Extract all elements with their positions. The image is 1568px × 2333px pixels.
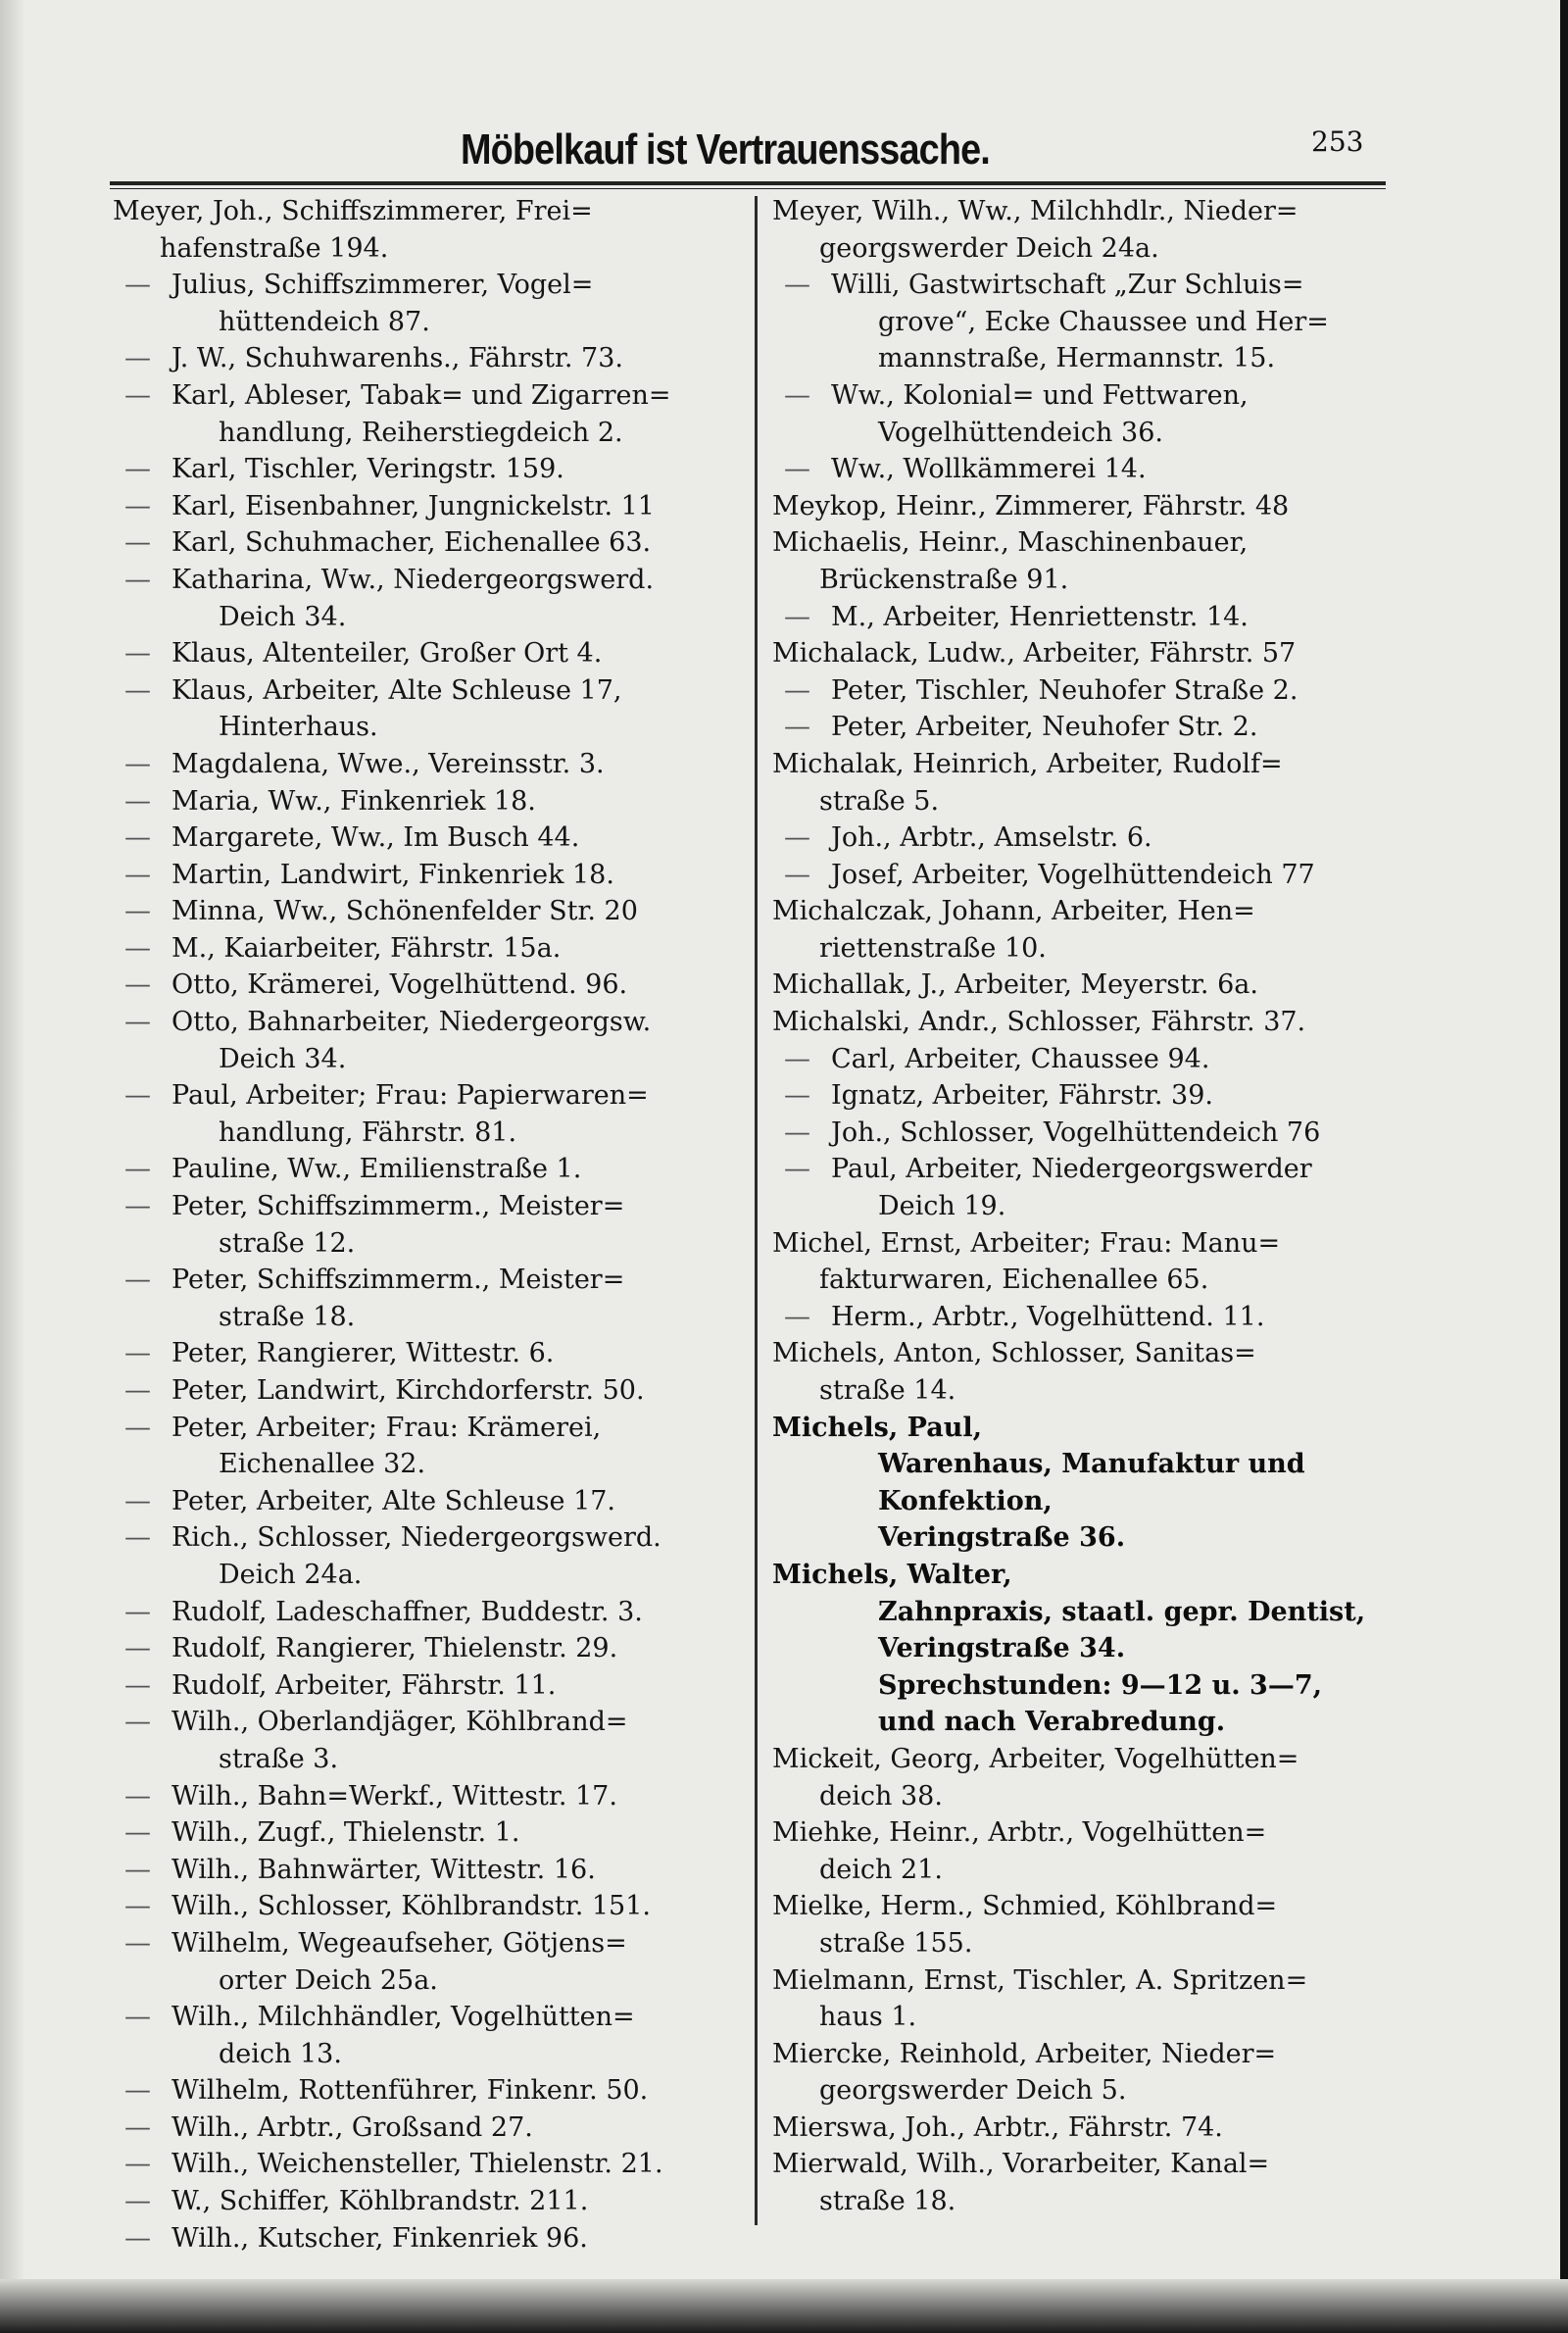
directory-entry [772,267,1399,377]
entry-line: Mielke, Herm., Schmied, Köhlbrand= [772,1891,1278,1922]
entry-line: Meykop, Heinr., Zimmerer, Fährstr. 48 [772,490,1290,521]
directory-entry [113,1519,740,1593]
entry-line: Paul, Arbeiter; Frau: Papierwaren= [172,1080,649,1112]
entry-dash: — [784,601,810,632]
entry-line: Rich., Schlosser, Niedergeorgswerd. [172,1522,662,1554]
entry-continuation: straße 18. [819,2186,956,2217]
directory-entry [113,1999,740,2072]
entry-line: Michel, Ernst, Arbeiter; Frau: Manu= [772,1227,1281,1259]
entry-dash: — [124,1633,151,1664]
ad-line: Sprechstunden: 9—12 u. 3—7, [878,1669,1323,1701]
entry-dash: — [124,454,151,485]
entry-dash: — [124,674,151,706]
entry-line: J. W., Schuhwarenhs., Fährstr. 73. [172,343,623,374]
entry-line: Wilh., Oberlandjäger, Köhlbrand= [172,1707,628,1738]
entry-continuation: straße 3. [219,1743,339,1774]
directory-entry [113,524,740,562]
entry-dash: — [124,1485,151,1516]
entry-line: Peter, Arbeiter, Alte Schleuse 17. [172,1485,616,1516]
entry-continuation: straße 5. [819,785,940,817]
directory-entry [113,2146,740,2183]
entry-line: Meyer, Wilh., Ww., Milchhdlr., Nieder= [772,196,1298,226]
entry-dash: — [124,969,151,1001]
right-column [772,193,1399,2227]
directory-entry [113,1704,740,1777]
ad-line: Konfektion, [878,1485,1053,1516]
ad-line: Warenhaus, Manufaktur und [878,1449,1305,1480]
entry-dash: — [124,564,151,595]
entry-line: Mierwald, Wilh., Vorarbeiter, Kanal= [772,2149,1270,2180]
entry-dash: — [784,1043,810,1074]
directory-entry [113,1483,740,1520]
entry-dash: — [784,1301,810,1332]
directory-entry [113,451,740,488]
entry-dash: — [124,2002,151,2033]
entry-line: Mierswa, Joh., Arbtr., Fährstr. 74. [772,2111,1223,2143]
directory-entry [772,1115,1399,1152]
directory-entry [113,2110,740,2147]
entry-line: Pauline, Ww., Emilienstraße 1. [172,1154,582,1185]
entry-line: Wilh., Bahnwärter, Wittestr. 16. [172,1854,596,1885]
ad-line: Zahnpraxis, staatl. gepr. Dentist, [878,1596,1366,1627]
entry-continuation: Deich 19. [878,1191,1006,1222]
entry-line: Wilh., Kutscher, Finkenriek 96. [172,2222,588,2254]
entry-line: Wilh., Schlosser, Köhlbrandstr. 151. [172,1891,651,1922]
entry-dash: — [124,1780,151,1812]
directory-entry [772,2146,1399,2219]
entry-line: Ignatz, Arbeiter, Fährstr. 39. [831,1080,1213,1112]
directory-entry [772,451,1399,488]
directory-entry [772,1151,1399,1224]
directory-entry [772,746,1399,819]
directory-entry [772,1888,1399,1961]
entry-line: Rudolf, Rangierer, Thielenstr. 29. [172,1633,618,1664]
directory-entry [113,562,740,635]
directory-entry [113,783,740,820]
entry-line: Klaus, Altenteiler, Großer Ort 4. [172,638,603,670]
entry-line: Margarete, Ww., Im Busch 44. [172,822,580,854]
entry-line: Michalski, Andr., Schlosser, Fährstr. 37. [772,1007,1306,1038]
directory-entry [113,967,740,1004]
entry-continuation: Deich 34. [219,601,347,632]
directory-entry [772,377,1399,451]
entry-continuation: deich 38. [819,1780,943,1812]
entry-dash: — [124,932,151,964]
directory-entry [113,1410,740,1483]
entry-continuation: straße 155. [819,1927,973,1959]
ad-name: Michels, Paul, [772,1412,983,1443]
entry-dash: — [124,1080,151,1112]
entry-continuation: grove“, Ecke Chaussee und Her= [878,306,1329,337]
entry-dash: — [124,527,151,559]
entry-dash: — [124,785,151,817]
directory-entry [772,1004,1399,1041]
directory-entry [772,1741,1399,1814]
entry-line: Minna, Ww., Schönenfelder Str. 20 [172,896,638,927]
advertisement-entry [772,1557,1399,1741]
page-number: 253 [1311,125,1364,158]
entry-continuation: hüttendeich 87. [219,306,430,337]
entry-line: Karl, Ableser, Tabak= und Zigarren= [172,379,671,411]
entry-line: Peter, Arbeiter; Frau: Krämerei, [172,1412,602,1443]
entry-continuation: Deich 34. [219,1043,347,1074]
entry-dash: — [124,270,151,301]
entry-dash: — [124,638,151,670]
directory-entry [113,488,740,525]
entry-dash: — [124,343,151,374]
header-rule [110,181,1386,185]
entry-dash: — [124,2111,151,2143]
directory-entry [113,340,740,377]
entry-continuation: deich 13. [219,2038,342,2069]
entry-line: Joh., Arbtr., Amselstr. 6. [831,822,1152,854]
ad-line: Veringstraße 36. [878,1522,1126,1554]
directory-entry [113,1188,740,1262]
directory-entry [113,1594,740,1631]
entry-line: Carl, Arbeiter, Chaussee 94. [831,1043,1210,1074]
entry-dash: — [124,1007,151,1038]
entry-dash: — [124,1338,151,1369]
directory-entry [772,193,1399,267]
entry-dash: — [784,859,810,890]
entry-continuation: mannstraße, Hermannstr. 15. [878,343,1276,374]
directory-entry [113,1151,740,1188]
entry-line: Otto, Bahnarbeiter, Niedergeorgsw. [172,1007,652,1038]
entry-dash: — [124,1191,151,1222]
entry-line: Miehke, Heinr., Arbtr., Vogelhütten= [772,1817,1267,1849]
directory-entry [113,1667,740,1705]
entry-line: Peter, Arbeiter, Neuhofer Str. 2. [831,712,1258,743]
directory-entry [772,1814,1399,1888]
entry-line: Paul, Arbeiter, Niedergeorgswerder [831,1154,1312,1185]
entry-continuation: orter Deich 25a. [219,1964,438,1996]
entry-continuation: handlung, Reiherstiegdeich 2. [219,417,623,448]
entry-dash: — [784,1154,810,1185]
ad-line: Veringstraße 34. [878,1633,1126,1664]
entry-line: Michalak, Heinrich, Arbeiter, Rudolf= [772,748,1283,779]
directory-entry [113,1372,740,1410]
entry-continuation: straße 14. [819,1375,956,1406]
entry-dash: — [124,896,151,927]
directory-entry [113,857,740,894]
advertisement-entry [772,1410,1399,1557]
entry-continuation: Brückenstraße 91. [819,564,1069,595]
entry-continuation: straße 18. [219,1301,356,1332]
directory-entry [772,857,1399,894]
entry-line: Wilh., Milchhändler, Vogelhütten= [172,2002,635,2033]
entry-line: Maria, Ww., Finkenriek 18. [172,785,536,817]
directory-entry [113,1852,740,1889]
entry-continuation: haus 1. [819,2002,917,2033]
directory-entry [113,635,740,672]
directory-entry [772,1962,1399,2036]
entry-line: Peter, Rangierer, Wittestr. 6. [172,1338,555,1369]
entry-line: Mickeit, Georg, Arbeiter, Vogelhütten= [772,1743,1299,1774]
directory-entry [772,893,1399,967]
directory-entry [113,930,740,968]
entry-line: Julius, Schiffszimmerer, Vogel= [172,270,594,301]
directory-entry [113,819,740,857]
entry-line: M., Arbeiter, Henriettenstr. 14. [831,601,1249,632]
directory-entry [113,1077,740,1151]
directory-entry [772,1041,1399,1078]
directory-entry [113,1262,740,1335]
entry-line: Joh., Schlosser, Vogelhüttendeich 76 [831,1117,1321,1148]
entry-line: M., Kaiarbeiter, Fährstr. 15a. [172,932,562,964]
entry-dash: — [124,490,151,521]
directory-entry [772,1225,1399,1299]
entry-line: Ww., Wollkämmerei 14. [831,454,1147,485]
entry-continuation: deich 21. [819,1854,943,1885]
entry-line: Klaus, Arbeiter, Alte Schleuse 17, [172,674,622,706]
entry-line: Michalczak, Johann, Arbeiter, Hen= [772,896,1255,927]
entry-dash: — [784,712,810,743]
directory-entry [772,524,1399,598]
page-title: Möbelkauf ist Vertrauenssache. [461,125,990,174]
directory-entry [772,819,1399,857]
ad-line: und nach Verabredung. [878,1707,1226,1738]
entry-dash: — [124,1522,151,1554]
directory-entry [772,1335,1399,1409]
entry-continuation: straße 12. [219,1227,356,1259]
entry-dash: — [124,1707,151,1738]
directory-entry [113,1335,740,1372]
entry-dash: — [124,1669,151,1701]
header-rule-thin [110,188,1386,189]
directory-entry [113,672,740,746]
entry-line: Ww., Kolonial= und Fettwaren, [831,379,1249,411]
entry-dash: — [124,2186,151,2217]
directory-entry [113,893,740,930]
entry-line: Peter, Tischler, Neuhofer Straße 2. [831,674,1298,706]
column-divider [755,196,758,2225]
entry-line: Otto, Krämerei, Vogelhüttend. 96. [172,969,628,1001]
entry-line: Peter, Landwirt, Kirchdorferstr. 50. [172,1375,645,1406]
entry-continuation: Hinterhaus. [219,712,378,743]
entry-continuation: handlung, Fährstr. 81. [219,1117,517,1148]
entry-dash: — [124,1412,151,1443]
entry-dash: — [124,1154,151,1185]
entry-line: Willi, Gastwirtschaft „Zur Schluis= [831,270,1304,301]
entry-continuation: Deich 24a. [219,1559,363,1590]
left-column [113,193,740,2254]
entry-dash: — [124,379,151,411]
scan-bottom-edge [0,2279,1568,2333]
entry-dash: — [784,1080,810,1112]
directory-entry [772,1299,1399,1336]
entry-line: Michels, Anton, Schlosser, Sanitas= [772,1338,1256,1369]
entry-dash: — [124,822,151,854]
directory-entry [113,1888,740,1925]
directory-entry [113,1004,740,1077]
entry-line: Magdalena, Wwe., Vereinsstr. 3. [172,748,605,779]
entry-line: Peter, Schiffszimmerm., Meister= [172,1265,625,1296]
page-header [0,125,1568,184]
entry-dash: — [124,1375,151,1406]
directory-entry [113,746,740,783]
entry-dash: — [784,1117,810,1148]
entry-line: Michallak, J., Arbeiter, Meyerstr. 6a. [772,969,1258,1001]
entry-dash: — [124,859,151,890]
entry-dash: — [784,822,810,854]
directory-entry [113,1778,740,1815]
directory-entry [113,193,740,267]
entry-continuation: georgswerder Deich 24a. [819,232,1159,264]
entry-line: Katharina, Ww., Niedergeorgswerd. [172,564,655,595]
entry-continuation: riettenstraße 10. [819,932,1047,964]
directory-entry [772,599,1399,636]
entry-dash: — [124,1817,151,1849]
directory-entry [772,635,1399,672]
entry-line: Meyer, Joh., Schiffszimmerer, Frei= [113,196,593,226]
directory-entry [772,2036,1399,2110]
entry-dash: — [124,2149,151,2180]
entry-line: Miercke, Reinhold, Arbeiter, Nieder= [772,2038,1277,2069]
entry-dash: — [784,270,810,301]
entry-line: Karl, Tischler, Veringstr. 159. [172,454,564,485]
entry-line: Herm., Arbtr., Vogelhüttend. 11. [831,1301,1265,1332]
directory-entry [772,488,1399,525]
entry-line: Peter, Schiffszimmerm., Meister= [172,1191,625,1222]
entry-dash: — [124,1265,151,1296]
directory-entry [113,2072,740,2110]
directory-entry [113,377,740,451]
entry-dash: — [784,674,810,706]
entry-line: Wilh., Bahn=Werkf., Wittestr. 17. [172,1780,617,1812]
ad-name: Michels, Walter, [772,1559,1012,1590]
directory-entry [772,709,1399,746]
directory-entry [113,2220,740,2258]
entry-line: Wilhelm, Wegeaufseher, Götjens= [172,1927,627,1959]
entry-continuation: Eichenallee 32. [219,1449,426,1480]
entry-dash: — [124,748,151,779]
entry-line: Wilhelm, Rottenführer, Finkenr. 50. [172,2075,649,2107]
entry-line: Rudolf, Arbeiter, Fährstr. 11. [172,1669,557,1701]
entry-line: W., Schiffer, Köhlbrandstr. 211. [172,2186,589,2217]
entry-dash: — [124,2075,151,2107]
page-edge-shadow [0,0,25,2333]
entry-line: Wilh., Arbtr., Großsand 27. [172,2111,533,2143]
entry-continuation: georgswerder Deich 5. [819,2075,1127,2107]
entry-line: Rudolf, Ladeschaffner, Buddestr. 3. [172,1596,643,1627]
entry-line: Martin, Landwirt, Finkenriek 18. [172,859,614,890]
entry-continuation: hafenstraße 194. [160,232,389,264]
directory-entry [772,1077,1399,1115]
entry-line: Karl, Eisenbahner, Jungnickelstr. 11 [172,490,655,521]
directory-entry [772,2110,1399,2147]
directory-entry [772,967,1399,1004]
entry-dash: — [124,1596,151,1627]
directory-entry [772,672,1399,710]
entry-dash: — [124,1927,151,1959]
entry-line: Wilh., Weichensteller, Thielenstr. 21. [172,2149,663,2180]
directory-entry [113,1925,740,1999]
entry-dash: — [124,2222,151,2254]
entry-continuation: Vogelhüttendeich 36. [878,417,1163,448]
directory-entry [113,2183,740,2220]
entry-line: Karl, Schuhmacher, Eichenallee 63. [172,527,652,559]
entry-line: Mielmann, Ernst, Tischler, A. Spritzen= [772,1964,1308,1996]
entry-dash: — [784,454,810,485]
entry-continuation: fakturwaren, Eichenallee 65. [819,1265,1209,1296]
directory-entry [113,267,740,340]
entry-dash: — [124,1891,151,1922]
directory-entry [113,1630,740,1667]
entry-dash: — [784,379,810,411]
entry-dash: — [124,1854,151,1885]
entry-line: Michalack, Ludw., Arbeiter, Fährstr. 57 [772,638,1297,670]
scan-edge [1560,0,1568,2333]
directory-entry [113,1814,740,1852]
entry-line: Josef, Arbeiter, Vogelhüttendeich 77 [831,859,1315,890]
entry-line: Wilh., Zugf., Thielenstr. 1. [172,1817,520,1849]
entry-line: Michaelis, Heinr., Maschinenbauer, [772,527,1249,559]
